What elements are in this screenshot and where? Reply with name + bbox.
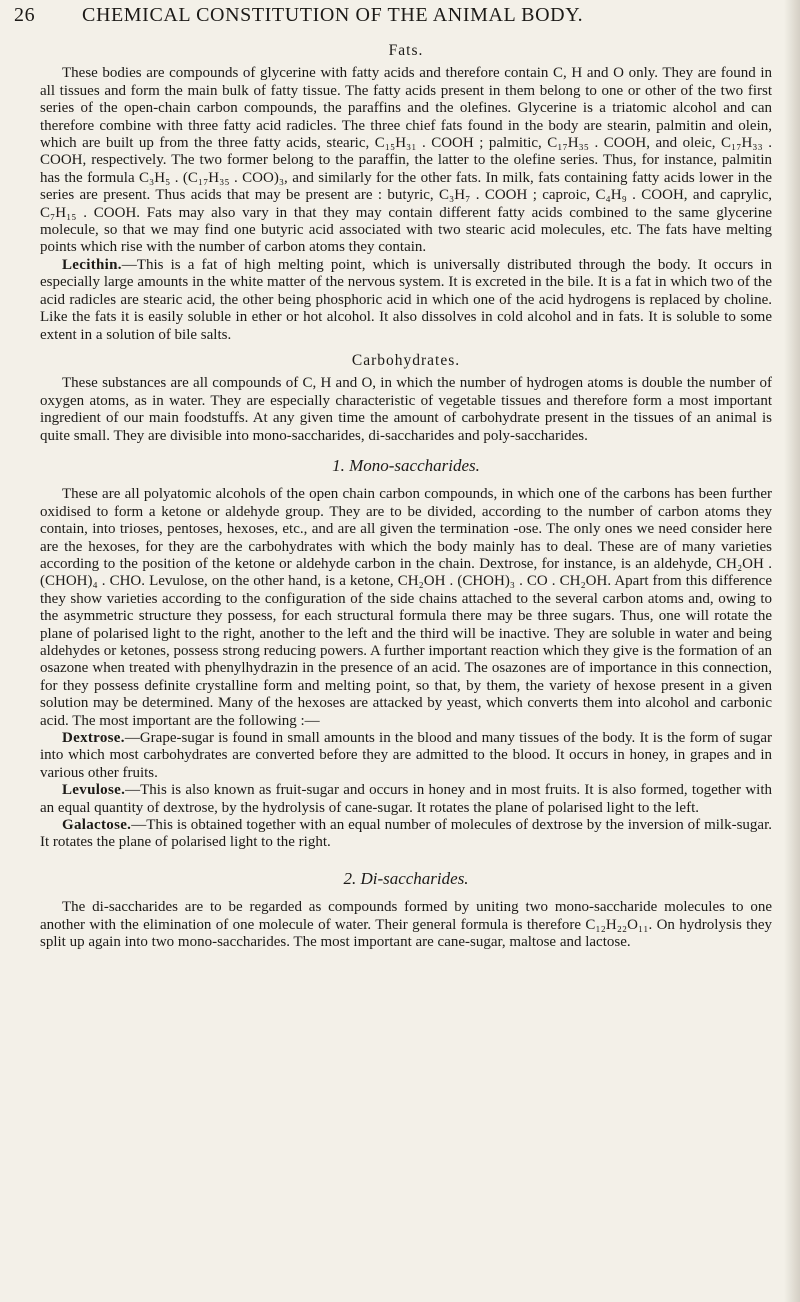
lecithin-term: Lecithin.	[62, 256, 122, 273]
page-edge-shadow	[784, 0, 800, 1302]
galactose-paragraph	[40, 817, 772, 852]
levulose-paragraph	[40, 782, 772, 817]
running-title: CHEMICAL CONSTITUTION OF THE ANIMAL BODY.	[82, 4, 584, 26]
page-number: 26	[14, 4, 36, 26]
mono-saccharides-paragraph: These are all polyatomic alcohols of the open chain carbon compounds, in which one of the carbons has been further oxidised to form a ketone or aldehyde group. They are to be divided, according to the number of carbon atoms they contain, into trioses, pentoses, hexoses, etc., and are all given the termination -ose. The only ones we need consider here are the hexoses, for they are the carbohydrates with which the body mainly has to deal. These are of many varieties according to the position of the ketone or aldehyde carbon in the chain. Dextrose, for instance, is an aldehyde, CH₂OH . (CHOH)₄ . CHO. Levulose, on the other hand, is a ketone, CH₂OH . (CHOH)₃ . CO . CH₂OH. Apart from this difference they show varieties according to the configuration of the side chains attached to the several carbon atoms and, owing to the asymmetric structure they possess, for each structural formula there may be three sugars. Thus, one will rotate the plane of polarised light to the right, another to the left and the third will be inactive. They are soluble in water and being aldehydes or ketones, possess strong reducing powers. A further important reaction which they give is the formation of an osazone when treated with phenylhydrazin in the presence of an acid. The osazones are of importance in this connection, for they possess definite crystalline form and melting point, so that, by them, the variety of hexose present in a given solution may be determined. Many of the hexoses are attacked by yeast, which converts them into alcohol and carbonic acid. The most important are the following :—	[40, 486, 772, 729]
lecithin-paragraph	[40, 257, 772, 344]
carbohydrates-paragraph: These substances are all compounds of C, H and O, in which the number of hydrogen atoms is double the number of oxygen atoms, as in water. They are especially characteristic of vegetable tissues and therefore form a most important ingredient of our main foodstuffs. At any given time the amount of carbohydrate present in the tissues of an animal is quite small. They are divisible into mono-saccharides, di-saccharides and poly-saccharides.	[40, 375, 772, 444]
running-head	[14, 4, 774, 27]
dextrose-text: —Grape-sugar is found in small amounts in the blood and many tissues of the body. It is the form of sugar into which most carbohydrates are converted before they are admitted to the blood. It occurs in honey, in grapes and in various other fruits.	[40, 730, 772, 781]
section-heading-carbohydrates: Carbohydrates.	[351, 351, 461, 369]
body-text	[40, 40, 772, 952]
levulose-text: —This is also known as fruit-sugar and occurs in honey and in most fruits. It is also formed, together with an equal quantity of dextrose, by the hydrolysis of cane-sugar. It rotates the plane of polarised light to the left.	[40, 782, 772, 816]
section-heading-fats: Fats.	[388, 42, 424, 59]
galactose-term: Galactose.	[62, 817, 132, 834]
fats-paragraph: These bodies are compounds of glycerine with fatty acids and therefore contain C, H and O only. They are found in all tissues and form the main bulk of fatty tissue. The fatty acids present in them belong to one or other of the two first series of the open-chain carbon compounds, the paraffins and the olefines. Glycerine is a triatomic alcohol and can therefore combine with three fatty acid radicles. The three chief fats found in the body are stearin, palmitin and olein, which are built up from the three fatty acids, stearic, C₁₅H₃₁ . COOH ; palmitic, C₁₇H₃₅ . COOH, and oleic, C₁₇H₃₃ . COOH, respectively. The two former belong to the paraffin, the latter to the olefine series. Thus, for instance, palmitin has the formula C₃H₅ . (C₁₇H₃₅ . COO)₃, and similarly for the other fats. In milk, fats containing fatty acids lower in the series are present. Thus acids that may be present are : butyric, C₃H₇ . COOH ; caproic, C₄H₉ . COOH, and caprylic, C₇H₁₅ . COOH. Fats may also vary in that they may contain different fatty acids combined to the same glycerine molecule, so that we may find one butyric acid associated with two stearic acid molecules, etc. The fats have melting points which rise with the number of carbon atoms they contain.	[40, 65, 772, 256]
levulose-term: Levulose.	[62, 782, 126, 799]
subsection-heading-mono-saccharides: 1. Mono-saccharides.	[332, 455, 480, 475]
di-saccharides-paragraph: The di-saccharides are to be regarded as compounds formed by uniting two mono-saccharide molecules to one another with the elimination of one molecule of water. Their general formula is therefore C₁₂H₂₂O₁₁. On hydrolysis they split up again into two mono-saccharides. The most important are cane-sugar, maltose and lactose.	[40, 899, 772, 951]
subsection-heading-di-saccharides: 2. Di-saccharides.	[343, 868, 469, 888]
galactose-text: —This is obtained together with an equal number of molecules of dextrose by the inversion of milk-sugar. It rotates the plane of polarised light to the right.	[40, 817, 772, 851]
dextrose-term: Dextrose.	[62, 730, 125, 747]
lecithin-text: —This is a fat of high melting point, which is universally distributed through the body. It occurs in especially large amounts in the white matter of the nervous system. It is excreted in the bile. It is a fat in which two of the acid radicles are stearic acid, the other being phosphoric acid in which one of the acid hydrogens is replaced by choline. Like the fats it is easily soluble in ether or hot alcohol. It also dissolves in cold alcohol and in fats. It is soluble to some extent in a solution of bile salts.	[40, 256, 772, 343]
dextrose-paragraph	[40, 730, 772, 782]
